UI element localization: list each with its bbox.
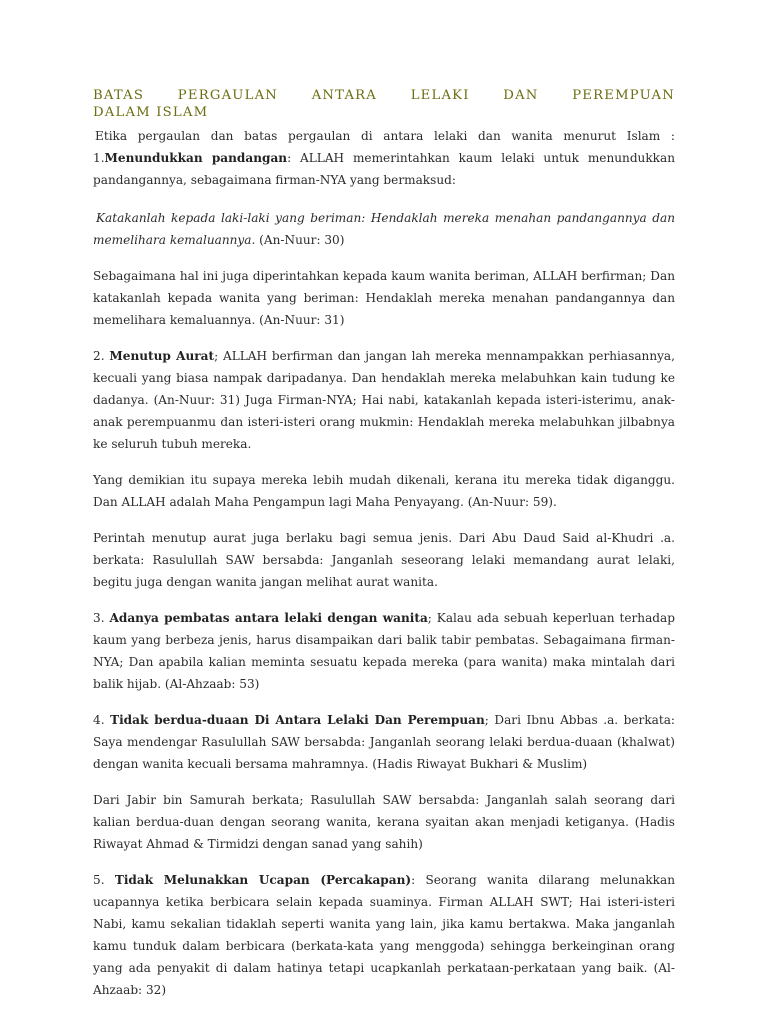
title-line-2: DALAM ISLAM <box>93 105 209 120</box>
quote-1-paragraph <box>93 207 675 251</box>
point-1b-paragraph: Sebagaimana hal ini juga diperintahkan kepada kaum wanita beriman, ALLAH berfirman; Dan katakanlah kepada wanita yang beriman: Hendaklah mereka menahan pandangannya dan memelihara kemaluannya. (An-Nuur: 31) <box>93 269 675 327</box>
point-4-text: ; Dari Ibnu Abbas .a. berkata: Saya mendengar Rasulullah SAW bersabda: Janganlah seorang lelaki berdua-duaan (khalwat) dengan wanita kecuali bersama mahramnya. (Hadis Riwayat Bukhari & Muslim) <box>93 713 675 771</box>
document-title <box>93 87 675 121</box>
point-2c-paragraph: Perintah menutup aurat juga berlaku bagi semua jenis. Dari Abu Daud Said al-Khudri .a. berkata: Rasulullah SAW bersabda: Janganlah seseorang lelaki memandang aurat lelaki, begitu juga dengan wanita jangan melihat aurat wanita. <box>93 531 675 589</box>
point-2-number: 2. <box>93 349 105 363</box>
point-5-number: 5. <box>93 873 105 887</box>
point-2-heading: Menutup Aurat <box>109 349 215 363</box>
point-5-paragraph <box>93 869 675 1001</box>
point-2b-paragraph: Yang demikian itu supaya mereka lebih mudah dikenali, kerana itu mereka tidak diganggu. Dan ALLAH adalah Maha Pengampun lagi Maha Penyayang. (An-Nuur: 59). <box>93 473 675 509</box>
point-2-paragraph <box>93 345 675 455</box>
intro-text: Etika pergaulan dan batas pergaulan di antara lelaki dan wanita menurut Islam : <box>95 129 675 143</box>
intro-paragraph <box>93 125 675 147</box>
title-line-1: BATAS PERGAULAN ANTARA LELAKI DAN PEREMPUAN <box>93 88 675 103</box>
point-4-heading: Tidak berdua-duaan Di Antara Lelaki Dan Perempuan <box>110 713 485 727</box>
quote-1-reference: . (An-Nuur: 30) <box>251 233 345 247</box>
point-3-text: ; Kalau ada sebuah keperluan terhadap kaum yang berbeza jenis, harus disampaikan dari balik tabir pembatas. Sebagaimana firman-NYA; Dan apabila kalian meminta sesuatu kepada mereka (para wanita) maka mintalah dari balik hijab. (Al-Ahzaab: 53) <box>93 611 675 691</box>
point-1-number: 1. <box>93 151 105 165</box>
point-5-heading: Tidak Melunakkan Ucapan (Percakapan) <box>114 873 412 887</box>
point-4-number: 4. <box>93 713 105 727</box>
point-4b-paragraph: Dari Jabir bin Samurah berkata; Rasulullah SAW bersabda: Janganlah salah seorang dari kalian berdua-duan dengan seorang wanita, kerana syaitan akan menjadi ketiganya. (Hadis Riwayat Ahmad & Tirmidzi dengan sanad yang sahih) <box>93 793 675 851</box>
point-1-text: : ALLAH memerintahkan kaum lelaki untuk menundukkan pandangannya, sebagaimana firman-NYA yang bermaksud: <box>93 151 675 187</box>
quote-1-text: Katakanlah kepada laki-laki yang beriman: Hendaklah mereka menahan pandangannya dan memelihara kemaluannya <box>93 211 675 247</box>
point-4-paragraph <box>93 709 675 775</box>
point-5-text: : Seorang wanita dilarang melunakkan ucapannya ketika berbicara selain kepada suaminya. Firman ALLAH SWT; Hai isteri-isteri Nabi, kamu sekalian tidaklah seperti wanita yang lain, jika kamu bertakwa. Maka janganlah kamu tunduk dalam berbicara (berkata-kata yang menggoda) sehingga berkeinginan orang yang ada penyakit di dalam hatinya tetapi ucapkanlah perkataan-perkataan yang baik. (Al-Ahzaab: 32) <box>93 873 675 997</box>
point-3-number: 3. <box>93 611 105 625</box>
point-3-heading: Adanya pembatas antara lelaki dengan wanita <box>109 611 428 625</box>
point-1-paragraph <box>93 147 675 191</box>
point-3-paragraph <box>93 607 675 695</box>
point-2-text: ; ALLAH berfirman dan jangan lah mereka mennampakkan perhiasannya, kecuali yang biasa nampak daripadanya. Dan hendaklah mereka melabuhkan kain tudung ke dadanya. (An-Nuur: 31) Juga Firman-NYA; Hai nabi, katakanlah kepada isteri-isterimu, anak-anak perempuanmu dan isteri-isteri orang mukmin: Hendaklah mereka melabuhkan jilbabnya ke seluruh tubuh mereka. <box>93 349 675 451</box>
point-1-heading: Menundukkan pandangan <box>104 151 288 165</box>
